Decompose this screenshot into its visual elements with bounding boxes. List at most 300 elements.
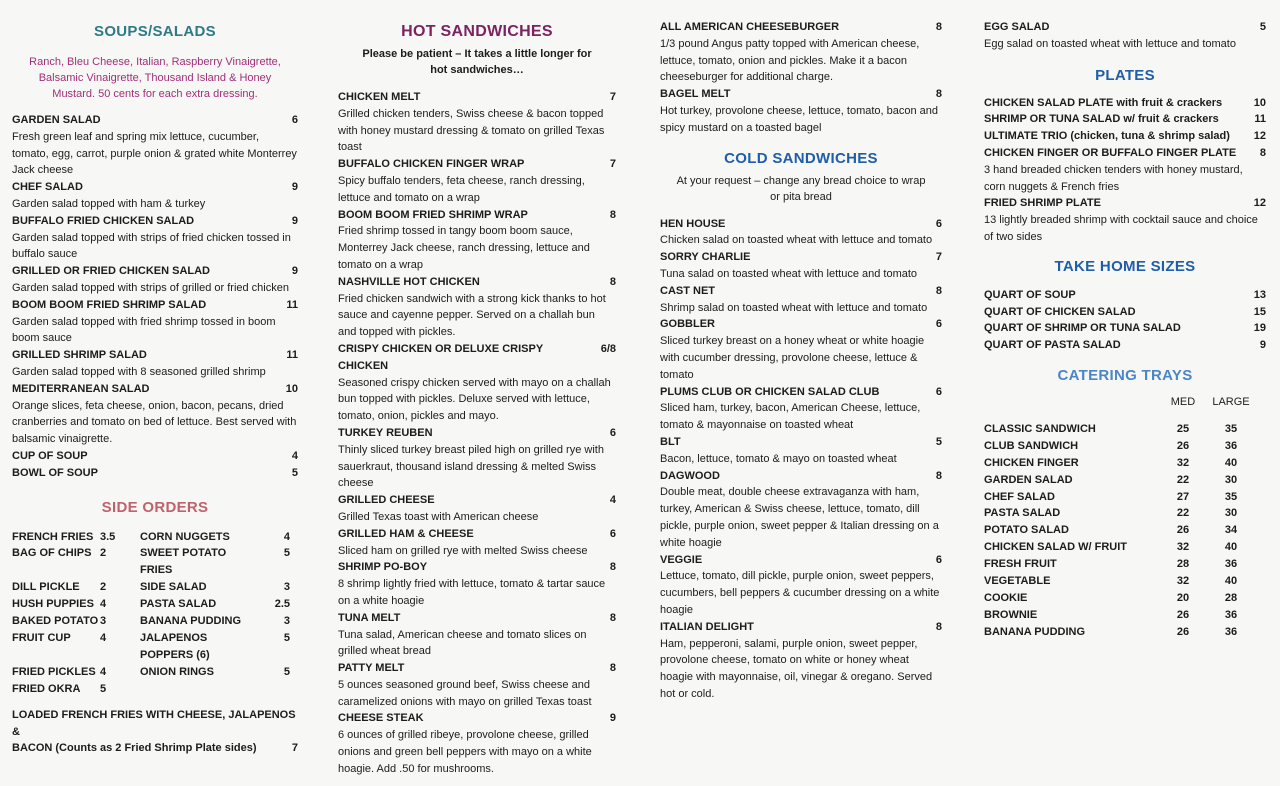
item-header — [660, 316, 942, 333]
item-name: FRIED SHRIMP PLATE — [984, 197, 1101, 210]
catering-large-header: LARGE — [1212, 395, 1250, 408]
menu-item — [338, 559, 616, 609]
item-desc: Grilled Texas toast with American cheese — [338, 510, 539, 523]
side-item-price: 4 — [100, 598, 107, 611]
side-item-price: 3 — [283, 615, 290, 628]
item-desc: Garden salad topped with fried shrimp tossed in boom boom sauce — [12, 315, 276, 345]
loaded-fries-item — [12, 707, 298, 758]
item-name: BUFFALO FRIED CHICKEN SALAD — [12, 214, 195, 227]
item-name: QUART OF PASTA SALAD — [984, 339, 1121, 352]
soups-salads-title: SOUPS/SALADS — [94, 23, 216, 40]
item-name: CHICKEN SALAD PLATE with fruit & crackers — [984, 96, 1223, 109]
catering-table — [984, 421, 1266, 641]
catering-row — [984, 590, 1266, 607]
item-desc: Grilled chicken tenders, Swiss cheese & bacon topped with honey mustard dressing & tomato on grilled Texas toast — [338, 107, 605, 154]
side-item-price: 5 — [283, 547, 290, 560]
item-header — [338, 156, 616, 173]
catering-med-price: 25 — [1176, 422, 1190, 435]
item-desc: Tuna salad, American cheese and tomato slices on grilled wheat bread — [338, 628, 587, 658]
menu-item — [338, 610, 616, 660]
menu-item — [660, 86, 942, 136]
item-header — [984, 304, 1266, 321]
side-item-price: 4 — [100, 631, 107, 644]
item-price: 8 — [609, 611, 616, 624]
catering-med-price: 32 — [1176, 541, 1190, 554]
item-header — [338, 274, 616, 291]
side-orders-grid — [12, 529, 298, 698]
item-desc: Double meat, double cheese extravaganza with ham, turkey, American & Swiss cheese, lettuce, tomato, dill pickle, purple onion, sweet pepper & Italian dressing on a white hoagie — [660, 486, 939, 549]
item-header — [338, 610, 616, 627]
item-desc: Garden salad topped with 8 seasoned grilled shrimp — [12, 365, 266, 378]
menu-item — [12, 448, 298, 465]
item-price: 15 — [1253, 305, 1266, 318]
item-header — [660, 552, 942, 569]
item-header — [338, 526, 616, 543]
item-header — [984, 195, 1266, 212]
dressing-note: Ranch, Bleu Cheese, Italian, Raspberry Vinaigrette, Balsamic Vinaigrette, Thousand Island & Honey Mustard. 50 cents for each extra dressing. — [29, 56, 281, 100]
hot-sandwiches-note: Please be patient – It takes a little longer for hot sandwiches… — [362, 48, 592, 76]
side-item-name: JALAPENOS POPPERS (6) — [140, 631, 210, 661]
catering-row — [984, 438, 1266, 455]
item-price: 6 — [609, 527, 616, 540]
item-desc: 13 lightly breaded shrimp with cocktail sauce and choice of two sides — [984, 214, 1258, 243]
catering-item-name: CHICKEN FINGER — [984, 456, 1079, 469]
item-price: 6 — [935, 217, 942, 230]
catering-row — [984, 505, 1266, 522]
loaded-fries-price: 7 — [291, 742, 298, 755]
menu-item — [12, 465, 298, 482]
item-header — [12, 263, 298, 280]
menu-item — [338, 156, 616, 206]
item-name: ULTIMATE TRIO (chicken, tuna & shrimp salad) — [984, 130, 1230, 143]
cold-sandwiches-title: COLD SANDWICHES — [724, 149, 878, 167]
item-header — [984, 320, 1266, 337]
menu-item — [660, 316, 942, 383]
column-plates-catering — [984, 0, 1266, 641]
menu-item — [660, 19, 942, 86]
item-header — [660, 19, 942, 36]
side-item-name: SWEET POTATO FRIES — [140, 547, 227, 577]
soups-salads-list — [12, 112, 298, 482]
item-name: DAGWOOD — [660, 469, 720, 482]
item-header — [12, 112, 298, 129]
plates-list — [984, 95, 1266, 246]
item-header — [338, 492, 616, 509]
item-name: NASHVILLE HOT CHICKEN — [338, 275, 480, 288]
item-name: PLUMS CLUB OR CHICKEN SALAD CLUB — [660, 385, 880, 398]
side-item-name: FRUIT CUP — [12, 631, 71, 644]
item-price: 8 — [935, 469, 942, 482]
menu-item — [984, 95, 1266, 112]
side-orders-title: SIDE ORDERS — [101, 498, 209, 516]
item-desc: 1/3 pound Angus patty topped with American cheese, lettuce, tomato, onion and pickles. Make it a bacon cheeseburger for additional charge. — [660, 37, 920, 84]
menu-item — [984, 287, 1266, 304]
item-name: QUART OF SHRIMP OR TUNA SALAD — [984, 322, 1181, 335]
item-price: 12 — [1253, 130, 1266, 143]
menu-item — [338, 89, 616, 156]
item-desc: Chicken salad on toasted wheat with lettuce and tomato — [660, 234, 933, 247]
item-price: 5 — [1259, 21, 1266, 33]
catering-row — [984, 556, 1266, 573]
column-hot-sandwiches — [338, 0, 616, 778]
item-price: 11 — [286, 298, 298, 311]
item-name: VEGGIE — [660, 553, 703, 566]
item-desc: Seasoned crispy chicken served with mayo on a challah bun topped with pickles. Deluxe served with lettuce, tomato, onion, pickles and mayo. — [338, 376, 611, 423]
item-price: 9 — [291, 181, 298, 194]
menu-item — [984, 145, 1266, 195]
catering-med-header: MED — [1170, 395, 1196, 408]
item-header — [12, 179, 298, 196]
item-desc: Shrimp salad on toasted wheat with lettuce and tomato — [660, 301, 928, 314]
item-price: 8 — [609, 275, 616, 288]
item-header — [338, 425, 616, 442]
catering-item-name: GARDEN SALAD — [984, 473, 1073, 486]
catering-med-price: 27 — [1176, 490, 1190, 503]
item-name: CAST NET — [660, 284, 715, 297]
item-name: BOWL OF SOUP — [12, 466, 98, 479]
catering-large-price: 40 — [1224, 575, 1238, 588]
item-price: 8 — [609, 561, 616, 574]
catering-large-price: 36 — [1224, 625, 1238, 638]
item-price: 6 — [609, 426, 616, 439]
item-price: 7 — [935, 251, 942, 264]
item-header — [660, 86, 942, 103]
item-price: 7 — [609, 158, 616, 171]
item-name: BOOM BOOM FRIED SHRIMP WRAP — [338, 208, 528, 221]
item-price: 19 — [1253, 322, 1266, 335]
loaded-fries-line2: BACON (Counts as 2 Fried Shrimp Plate sides) — [12, 742, 257, 755]
item-name: GRILLED OR FRIED CHICKEN SALAD — [12, 265, 210, 278]
item-name: ALL AMERICAN CHEESEBURGER — [660, 21, 840, 33]
item-name: SHRIMP PO-BOY — [338, 561, 428, 574]
item-header — [12, 381, 298, 398]
menu-item — [984, 128, 1266, 145]
item-name: GARDEN SALAD — [12, 114, 101, 126]
menu-item — [660, 283, 942, 317]
item-desc: Orange slices, feta cheese, onion, bacon, pecans, dried cranberries and tomato on bed of lettuce. Best served with balsamic vinaigrette. — [12, 399, 297, 446]
catering-large-price: 30 — [1224, 507, 1238, 520]
item-desc: Thinly sliced turkey breast piled high on grilled rye with sauerkraut, thousand island dressing & melted Swiss cheese — [338, 443, 604, 490]
item-price: 11 — [1254, 113, 1266, 126]
item-desc: Bacon, lettuce, tomato & mayo on toasted wheat — [660, 452, 897, 465]
item-name: CHICKEN FINGER OR BUFFALO FINGER PLATE — [984, 146, 1237, 159]
item-name: QUART OF SOUP — [984, 288, 1076, 301]
item-price: 12 — [1253, 197, 1266, 210]
menu-item — [660, 468, 942, 552]
side-item-name: DILL PICKLE — [12, 581, 80, 594]
side-item-price: 5 — [283, 631, 290, 644]
menu-item — [984, 111, 1266, 128]
item-header — [338, 559, 616, 576]
item-desc: Sliced turkey breast on a honey wheat or white hoagie with cucumber dressing, provolone cheese, lettuce & tomato — [660, 335, 925, 381]
item-header — [338, 341, 616, 375]
item-desc: 6 ounces of grilled ribeye, provolone cheese, grilled onions and green bell peppers with mayo on a white hoagie. Add .50 for mushrooms. — [338, 729, 592, 775]
item-name: TUNA MELT — [338, 611, 401, 624]
side-item-name: HUSH PUPPIES — [12, 598, 94, 611]
catering-item-name: PASTA SALAD — [984, 507, 1061, 520]
item-name: CHEESE STEAK — [338, 712, 424, 725]
side-item-price: 2 — [100, 547, 107, 560]
item-price: 7 — [609, 91, 616, 103]
catering-item-name: BROWNIE — [984, 608, 1038, 621]
catering-row — [984, 421, 1266, 438]
item-name: GOBBLER — [660, 318, 715, 331]
item-desc: Sliced ham on grilled rye with melted Swiss cheese — [338, 544, 588, 557]
catering-item-name: CHICKEN SALAD W/ FRUIT — [984, 541, 1127, 554]
item-header — [660, 249, 942, 266]
menu-item — [984, 337, 1266, 354]
catering-med-price: 32 — [1176, 456, 1190, 469]
item-header — [660, 468, 942, 485]
side-item-name: PASTA SALAD — [140, 598, 217, 611]
item-header — [660, 216, 942, 233]
menu-item — [338, 526, 616, 560]
catering-item-name: VEGETABLE — [984, 575, 1051, 588]
menu-item — [12, 112, 298, 179]
item-price: 8 — [935, 88, 942, 101]
catering-item-name: BANANA PUDDING — [984, 625, 1086, 638]
column-soups-sides — [12, 0, 298, 757]
item-name: BAGEL MELT — [660, 88, 731, 101]
catering-large-price: 36 — [1224, 558, 1238, 571]
hot-sandwiches-title: HOT SANDWICHES — [401, 23, 553, 40]
menu-item — [338, 341, 616, 425]
item-header — [984, 95, 1266, 112]
item-desc: Garden salad topped with ham & turkey — [12, 197, 206, 210]
item-header — [984, 287, 1266, 304]
catering-row — [984, 472, 1266, 489]
item-name: BUFFALO CHICKEN FINGER WRAP — [338, 158, 525, 171]
menu-item — [12, 297, 298, 347]
menu-item — [660, 434, 942, 468]
item-name: SORRY CHARLIE — [660, 251, 751, 264]
side-item-price: 4 — [283, 530, 290, 543]
item-name: MEDITERRANEAN SALAD — [12, 382, 150, 395]
item-price: 6 — [291, 114, 298, 126]
item-name: TURKEY REUBEN — [338, 426, 433, 439]
item-price: 9 — [291, 214, 298, 227]
catering-med-price: 26 — [1176, 625, 1190, 638]
catering-med-price: 28 — [1176, 558, 1190, 571]
item-header — [338, 89, 616, 106]
menu-item — [338, 425, 616, 492]
item-desc: 5 ounces seasoned ground beef, Swiss cheese and caramelized onions with mayo on grilled Texas toast — [338, 678, 592, 708]
cold-sandwiches-list — [660, 216, 942, 703]
item-desc: Fresh green leaf and spring mix lettuce, cucumber, tomato, egg, carrot, purple onion & grated white Monterrey Jack cheese — [12, 130, 297, 177]
catering-row — [984, 522, 1266, 539]
menu-item — [984, 195, 1266, 245]
side-item-price: 5 — [100, 682, 107, 695]
catering-row — [984, 607, 1266, 624]
egg-salad-item — [984, 19, 1266, 53]
catering-med-price: 26 — [1176, 524, 1190, 537]
side-item-price: 2 — [100, 581, 107, 594]
side-item-price: 3 — [283, 581, 290, 594]
item-desc: Lettuce, tomato, dill pickle, purple onion, sweet peppers, cucumbers, bell peppers & cucumber dressing on a white hoagie — [660, 570, 940, 616]
catering-med-price: 26 — [1176, 608, 1190, 621]
item-header — [984, 128, 1266, 145]
take-home-title: TAKE HOME SIZES — [1054, 257, 1196, 275]
item-header — [12, 465, 298, 482]
menu-item — [660, 619, 942, 703]
menu-item — [338, 492, 616, 526]
menu-item — [660, 249, 942, 283]
catering-large-price: 36 — [1224, 439, 1238, 452]
item-header — [660, 619, 942, 636]
side-item-name: SIDE SALAD — [140, 581, 207, 594]
item-desc: Sliced ham, turkey, bacon, American Cheese, lettuce, tomato & mayonnaise on toasted wheat — [660, 402, 921, 432]
item-price: 8 — [609, 208, 616, 221]
item-header — [984, 111, 1266, 128]
item-header — [338, 207, 616, 224]
catering-header — [984, 394, 1266, 410]
item-desc: Garden salad topped with strips of grilled or fried chicken — [12, 281, 289, 294]
catering-large-price: 36 — [1224, 608, 1238, 621]
item-price: 9 — [1259, 339, 1266, 352]
item-header — [984, 337, 1266, 354]
item-name: ITALIAN DELIGHT — [660, 620, 754, 633]
side-item-price: 3 — [100, 615, 107, 628]
item-desc: Egg salad on toasted wheat with lettuce and tomato — [984, 37, 1236, 50]
item-name: SHRIMP OR TUNA SALAD w/ fruit & crackers — [984, 113, 1219, 126]
catering-large-price: 35 — [1224, 490, 1238, 503]
item-price: 6 — [935, 553, 942, 566]
item-price: 6/8 — [600, 342, 616, 355]
item-price: 4 — [609, 494, 616, 507]
item-price: 13 — [1253, 288, 1266, 301]
catering-item-name: CLASSIC SANDWICH — [984, 422, 1096, 435]
item-price: 9 — [291, 265, 298, 278]
menu-item — [660, 384, 942, 434]
item-header — [984, 145, 1266, 162]
item-price: 8 — [935, 21, 942, 33]
item-name: CHICKEN MELT — [338, 91, 421, 103]
hot-sandwiches-list — [338, 89, 616, 778]
catering-title: CATERING TRAYS — [1057, 366, 1193, 384]
menu-item — [12, 213, 298, 263]
item-name: EGG SALAD — [984, 21, 1050, 33]
catering-item-name: CLUB SANDWICH — [984, 439, 1079, 452]
plates-title: PLATES — [1095, 66, 1155, 84]
side-item-name: BANANA PUDDING — [140, 615, 242, 628]
menu-item — [984, 304, 1266, 321]
item-header — [12, 347, 298, 364]
side-item-price — [260, 681, 290, 698]
menu-item — [12, 179, 298, 213]
item-name: GRILLED SHRIMP SALAD — [12, 349, 147, 362]
item-price: 4 — [291, 449, 298, 462]
menu-item — [338, 207, 616, 274]
item-desc: Hot turkey, provolone cheese, lettuce, tomato, bacon and spicy mustard on a toasted bagel — [660, 104, 939, 134]
item-header — [12, 213, 298, 230]
item-header — [660, 434, 942, 451]
catering-item-name: FRESH FRUIT — [984, 558, 1057, 571]
item-name: PATTY MELT — [338, 662, 405, 675]
side-item-price: 5 — [283, 665, 290, 678]
item-desc: 3 hand breaded chicken tenders with honey mustard, corn nuggets & French fries — [984, 163, 1243, 193]
item-name: CRISPY CHICKEN OR DELUXE CRISPY CHICKEN — [338, 342, 543, 372]
catering-item-name: COOKIE — [984, 592, 1028, 605]
item-desc: Fried shrimp tossed in tangy boom boom sauce, Monterrey Jack cheese, ranch dressing, lettuce and tomato on a wrap — [338, 225, 590, 271]
item-desc: Fried chicken sandwich with a strong kick thanks to hot sauce and cayenne pepper. Served on a challah bun and topped with pickles. — [338, 292, 606, 339]
item-header — [338, 660, 616, 677]
item-header — [660, 283, 942, 300]
item-desc: Spicy buffalo tenders, feta cheese, ranch dressing, lettuce and tomato on a wrap — [338, 174, 585, 204]
item-price: 9 — [609, 712, 616, 725]
item-header — [338, 710, 616, 727]
side-item-name: BAKED POTATO — [12, 615, 99, 628]
side-item-price: 2.5 — [274, 598, 290, 611]
item-desc: Ham, pepperoni, salami, purple onion, sweet pepper, provolone cheese, tomato on white or honey wheat hoagie with mayonnaise, oil, vinegar & oregano. Served hot or cold. — [660, 637, 933, 700]
catering-med-price: 26 — [1176, 439, 1190, 452]
menu-item — [660, 552, 942, 619]
item-price: 5 — [291, 466, 298, 479]
item-price: 5 — [935, 435, 942, 448]
item-price: 8 — [935, 620, 942, 633]
loaded-fries-line1: LOADED FRENCH FRIES WITH CHEESE, JALAPENOS & — [12, 708, 296, 738]
item-price: 11 — [286, 349, 298, 362]
item-desc: Tuna salad on toasted wheat with lettuce and tomato — [660, 267, 918, 280]
side-item-name: ONION RINGS — [140, 665, 214, 678]
item-name: QUART OF CHICKEN SALAD — [984, 305, 1136, 318]
item-price: 6 — [935, 385, 942, 398]
catering-item-name: POTATO SALAD — [984, 524, 1069, 537]
catering-med-price: 22 — [1176, 507, 1190, 520]
item-price: 8 — [1259, 146, 1266, 159]
catering-large-price: 40 — [1224, 456, 1238, 469]
side-item-name — [140, 681, 260, 698]
side-item-price: 3.5 — [100, 530, 116, 543]
burgers-list — [660, 19, 942, 137]
item-price: 10 — [285, 382, 298, 395]
catering-large-price: 40 — [1224, 541, 1238, 554]
cold-sandwiches-note: At your request – change any bread choice to wrap or pita bread — [676, 174, 926, 203]
item-name: GRILLED CHEESE — [338, 494, 435, 507]
item-header — [660, 384, 942, 401]
catering-med-price: 20 — [1176, 592, 1190, 605]
menu-item — [338, 660, 616, 710]
catering-row — [984, 624, 1266, 641]
catering-row — [984, 573, 1266, 590]
item-desc: 8 shrimp lightly fried with lettuce, tomato & tartar sauce on a white hoagie — [338, 578, 606, 607]
side-item-name: FRIED OKRA — [12, 682, 81, 695]
column-burgers-cold — [660, 0, 942, 703]
menu-item — [12, 347, 298, 381]
menu-item — [338, 710, 616, 777]
item-header — [12, 448, 298, 465]
catering-med-price: 32 — [1176, 575, 1190, 588]
catering-item-name: CHEF SALAD — [984, 490, 1055, 503]
item-name: CUP OF SOUP — [12, 449, 88, 462]
item-name: GRILLED HAM & CHEESE — [338, 527, 474, 540]
catering-row — [984, 539, 1266, 556]
menu-item — [12, 263, 298, 297]
menu-item — [984, 320, 1266, 337]
side-item-name: BAG OF CHIPS — [12, 547, 92, 560]
catering-large-price: 35 — [1224, 422, 1238, 435]
item-name: HEN HOUSE — [660, 217, 726, 230]
catering-large-price: 34 — [1224, 524, 1238, 537]
item-price: 6 — [935, 318, 942, 331]
take-home-list — [984, 287, 1266, 354]
side-item-name: FRENCH FRIES — [12, 530, 94, 543]
catering-med-price: 22 — [1176, 473, 1190, 486]
catering-row — [984, 455, 1266, 472]
item-price: 8 — [609, 662, 616, 675]
side-item-price: 4 — [100, 665, 107, 678]
catering-large-price: 30 — [1224, 473, 1238, 486]
menu-item — [660, 216, 942, 250]
